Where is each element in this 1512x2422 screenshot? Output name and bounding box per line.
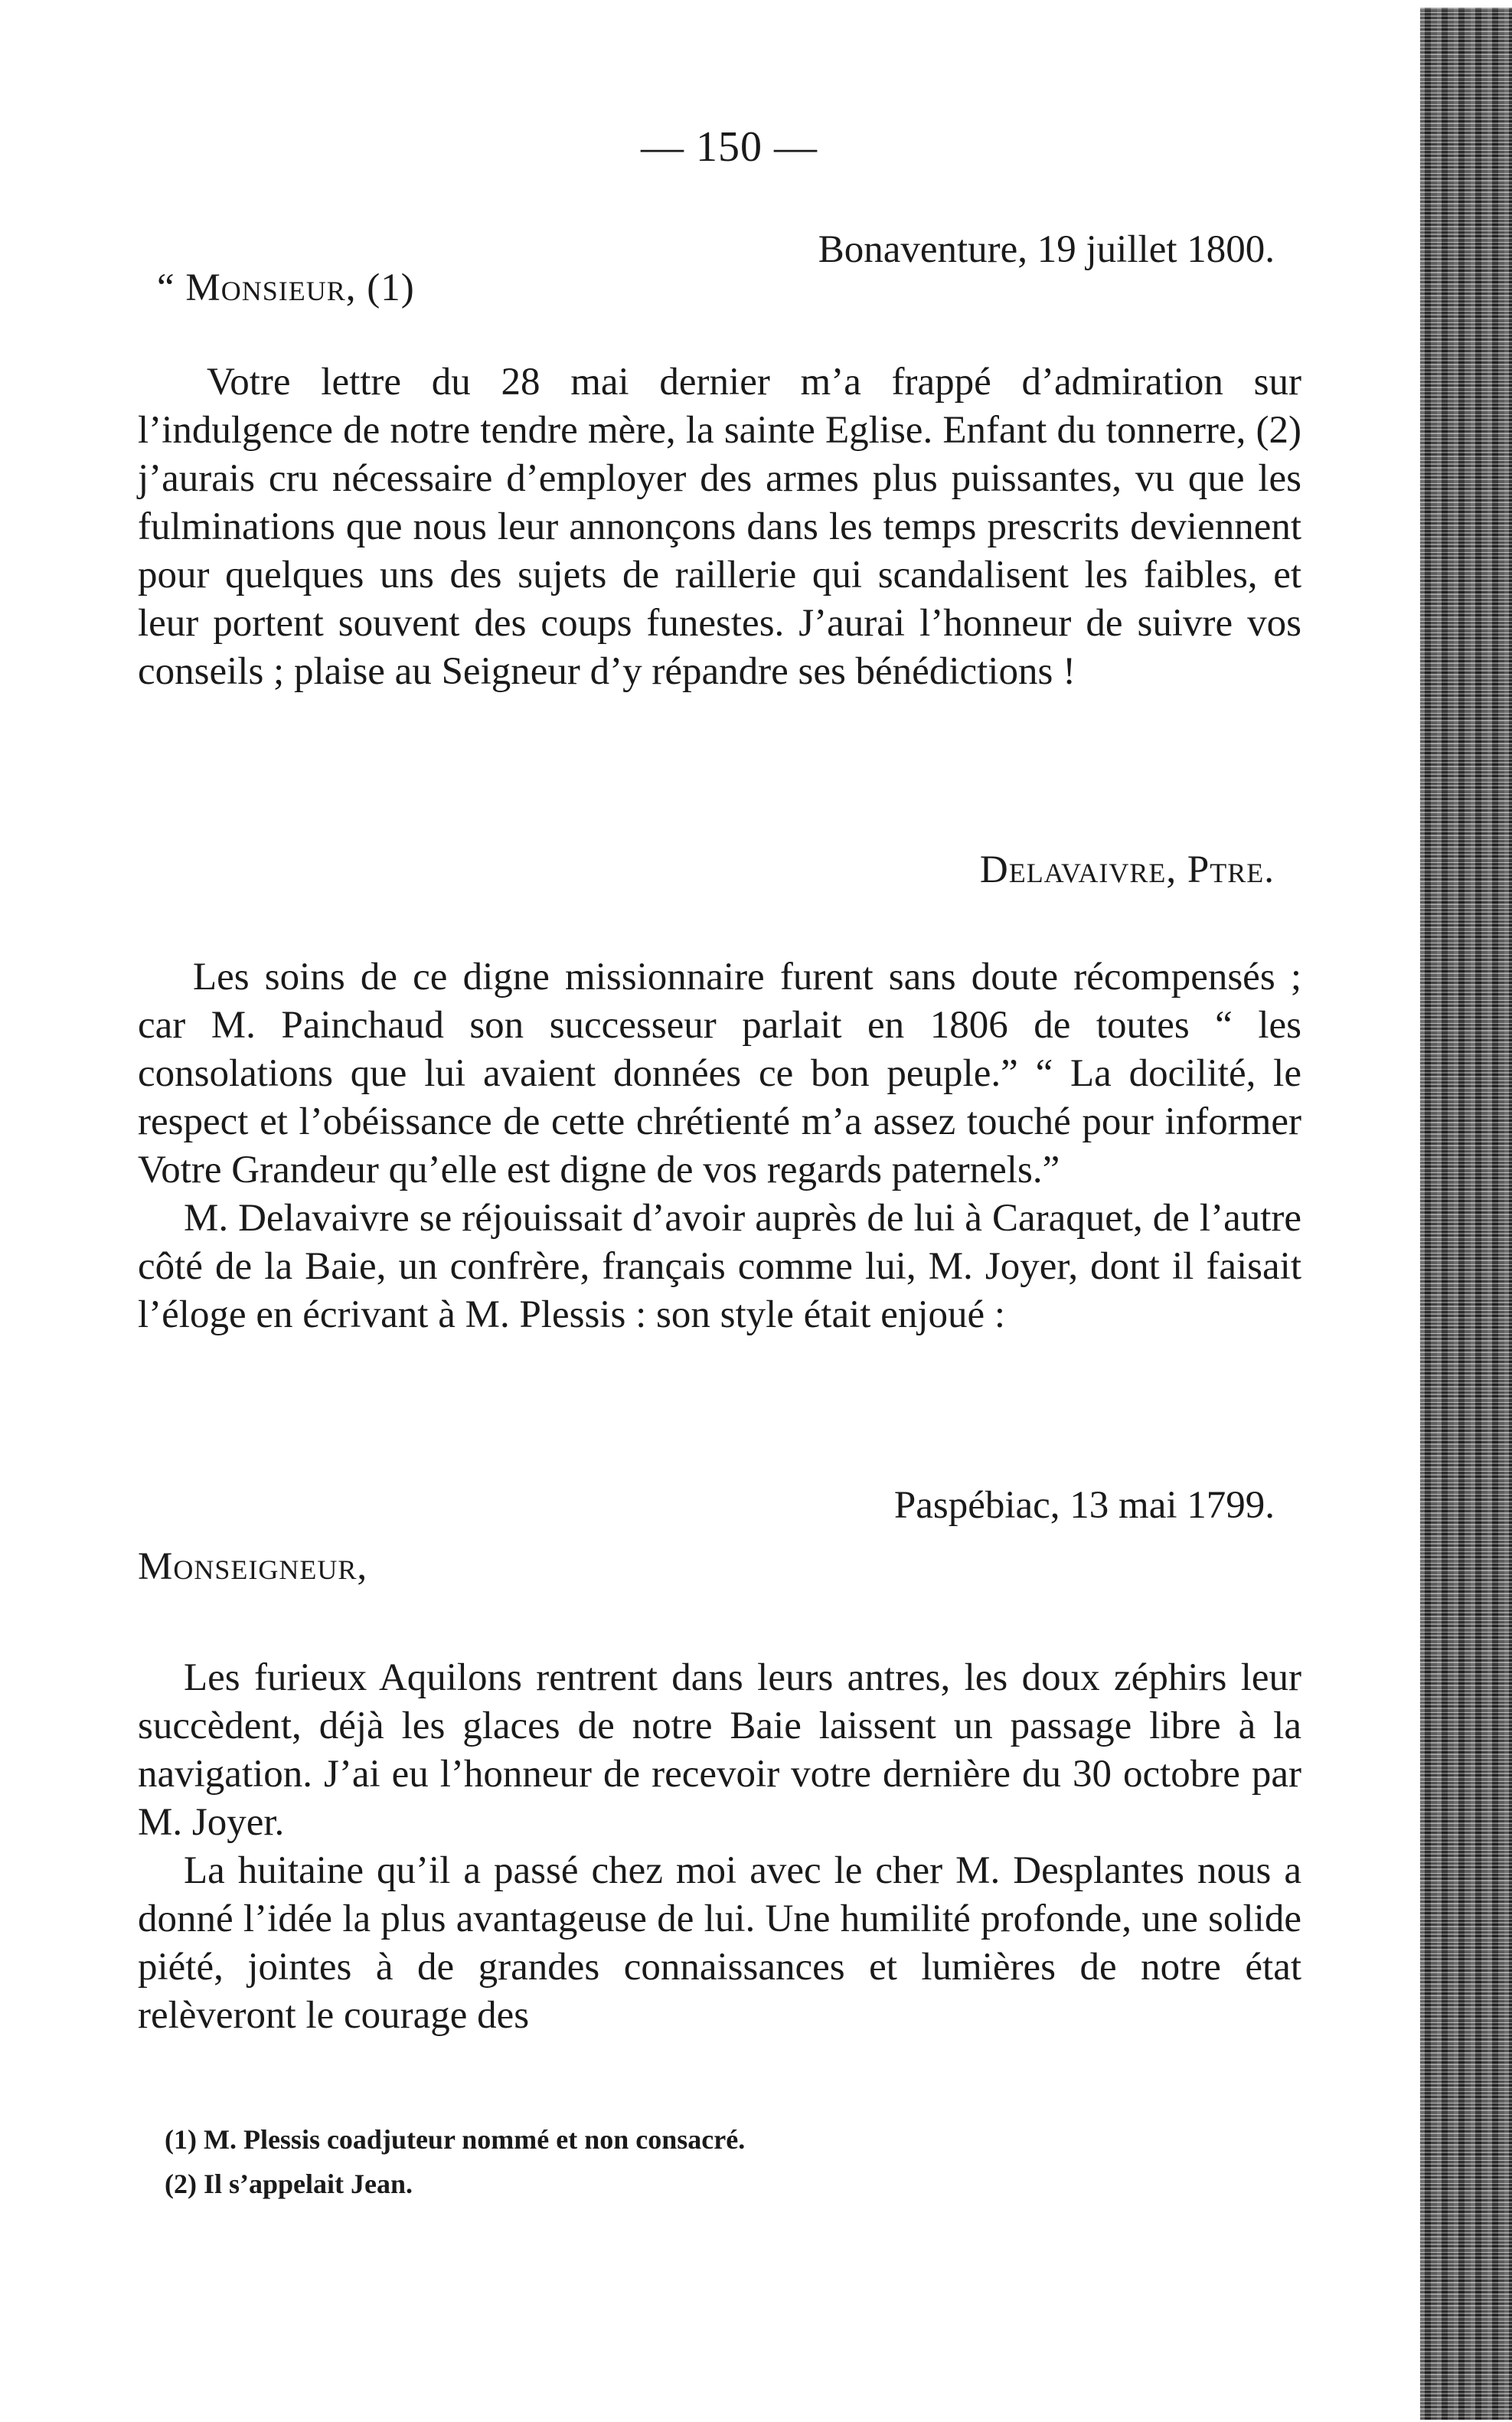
- letter2-body: [138, 1654, 1301, 2040]
- footnote-1: (1) M. Plessis coadjuteur nommé et non consacré.: [165, 2124, 746, 2155]
- letter1-signature: Delavaivre, Ptre.: [979, 848, 1275, 891]
- letter1-body: [138, 358, 1301, 696]
- letter2-salutation: Monseigneur,: [138, 1545, 368, 1588]
- letter2-place-date: Paspébiac, 13 mai 1799.: [893, 1484, 1275, 1527]
- narrative-block: [138, 953, 1301, 1339]
- footnotes: [165, 2117, 745, 2206]
- page-number: — 150 —: [641, 123, 818, 171]
- letter2-paragraph-2: La huitaine qu’il a passé chez moi avec le cher M. Desplantes nous a donné l’idée la plus avantageuse de lui. Une humilité profonde, une solide piété, jointes à de grandes connaissances et lumières de notre état relèveront le courage des: [138, 1849, 1301, 2037]
- narrative-paragraph-1: Les soins de ce digne missionnaire furent sans doute récompensés ; car M. Painchaud son successeur parlait en 1806 de toutes “ les consolations que lui avaient données ce bon peuple.” “ La docilité, le respect et l’obéissance de cette chrétienté m’a assez touché pour informer Votre Grandeur qu’elle est digne de vos regards paternels.”: [138, 956, 1301, 1191]
- footnote-2: (2) Il s’appelait Jean.: [165, 2169, 413, 2199]
- letter1-place-date: Bonaventure, 19 juillet 1800.: [818, 228, 1275, 271]
- letter1-paragraph: Votre lettre du 28 mai dernier m’a frappé d’admiration sur l’indulgence de notre tendre mère, la sainte Eglise. Enfant du tonnerre, (2) j’aurais cru nécessaire d’employer des armes plus puissantes, vu que les fulminations que nous leur annonçons dans les temps prescrits deviennent pour quelques uns des sujets de raillerie qui scandalisent les faibles, et leur portent souvent des coups funestes. J’aurai l’honneur de suivre vos conseils ; plaise au Seigneur d’y répandre ses bénédictions !: [138, 361, 1301, 693]
- letter2-paragraph-1: Les furieux Aquilons rentrent dans leurs antres, les doux zéphirs leur succèdent, déjà les glaces de notre Baie laissent un passage libre à la navigation. J’ai eu l’honneur de recevoir votre dernière du 30 octobre par M. Joyer.: [138, 1656, 1301, 1844]
- letter1-salutation: “ Monsieur, (1): [157, 266, 415, 309]
- scanned-page-edge: [1420, 8, 1512, 2420]
- narrative-paragraph-2: M. Delavaivre se réjouissait d’avoir auprès de lui à Caraquet, de l’autre côté de la Baie, un confrère, français comme lui, M. Joyer, dont il faisait l’éloge en écrivant à M. Plessis : son style était enjoué :: [138, 1197, 1301, 1336]
